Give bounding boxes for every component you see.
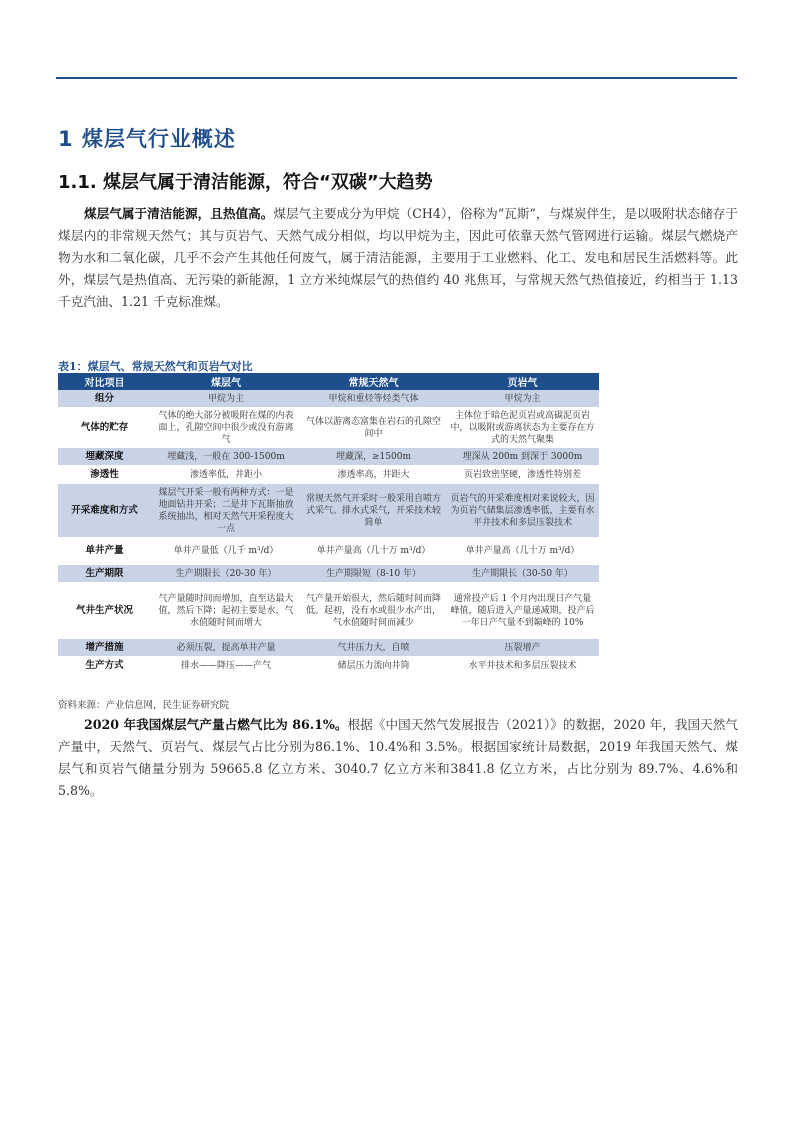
table-cell: 单井产量高（几十万 m³/d） [301,538,446,565]
table-cell: 气产量开始很大，然后随时间而降低。起初，没有水或很少水产出，气水值随时间而减少 [301,583,446,639]
section-heading: 1 煤层气行业概述 [58,127,236,151]
table-cell: 通常投产后 1 个月内出现日产气量峰值，随后进入产量递减期，投产后一年日产气量不到巅峰的 10% [446,583,599,639]
table-cell: 埋藏浅，一般在 300-1500m [151,448,301,466]
table-cell: 必须压裂，提高单井产量 [151,639,301,657]
header-rule [56,77,737,79]
header-cell: 常规天然气 [301,373,446,390]
table-row [58,657,599,675]
table-row [58,538,599,565]
table-cell: 气产量随时间而增加，直至达最大值，然后下降；起初主要是水，气水值随时间而增大 [151,583,301,639]
table-cell: 气井压力大，自喷 [301,639,446,657]
table-row [58,583,599,639]
intro-paragraph [58,203,738,313]
table-cell: 甲烷为主 [151,390,301,408]
table-cell: 气体的绝大部分被吸附在煤的内表面上，孔隙空间中很少或没有游离气 [151,408,301,448]
table-cell: 压裂增产 [446,639,599,657]
table-cell: 储层压力流向井筒 [301,657,446,675]
header-cell: 煤层气 [151,373,301,390]
table-cell: 页岩气的开采难度相对来说较大，因为页岩气储集层渗透率低，主要有水平井技术和多层压裂技术 [446,484,599,538]
row-label: 气体的贮存 [58,408,151,448]
row-label: 组分 [58,390,151,408]
table-cell: 甲烷和重烃等烃类气体 [301,390,446,408]
header-cell: 页岩气 [446,373,599,390]
row-label: 增产措施 [58,639,151,657]
table-cell: 生产期限短（8-10 年） [301,565,446,583]
production-paragraph [58,714,738,802]
table-cell: 埋深从 200m 到深于 3000m [446,448,599,466]
table-row [58,408,599,448]
row-label: 生产方式 [58,657,151,675]
production-lead: 2020 年我国煤层气产量占燃气比为 86.1%。 [84,717,348,732]
intro-lead: 煤层气属于清洁能源，且热值高。 [84,206,274,221]
table-cell: 页岩致密坚硬，渗透性特别差 [446,466,599,484]
table-cell: 水平井技术和多层压裂技术 [446,657,599,675]
production-body: 根据《中国天然气发展报告（2021）》的数据，2020 年，我国天然气产量中，天然气、页岩气、煤层气占比分别为86.1%、10.4%和 3.5%。根据国家统计局数据，2019 年我国天然气、煤层气和页岩气储量分别为 59665.8 亿立方米、3040.7 亿立方米和3841.8 亿立方米，占比分别为 89.7%、4.6%和 5.8%。 [58,717,738,798]
table-row [58,466,599,484]
table-title: 表1：煤层气、常规天然气和页岩气对比 [58,360,253,373]
table-row [58,390,599,408]
header-cell: 对比项目 [58,373,151,390]
table-cell: 单井产量低（几千 m³/d） [151,538,301,565]
table-cell: 埋藏深，≥1500m [301,448,446,466]
table-cell: 渗透率低，井距小 [151,466,301,484]
table-cell: 生产期限长（30-50 年） [446,565,599,583]
table-cell: 生产期限长（20-30 年） [151,565,301,583]
table-source-note: 资料来源：产业信息网，民生证券研究院 [58,700,230,711]
table-cell: 气体以游离态富集在岩石的孔隙空间中 [301,408,446,448]
table-cell: 渗透率高，井距大 [301,466,446,484]
table-cell: 单井产量高（几十万 m³/d） [446,538,599,565]
table-cell: 排水——降压——产气 [151,657,301,675]
intro-body: 煤层气主要成分为甲烷（CH4），俗称为“瓦斯”，与煤炭伴生，是以吸附状态储存于煤层内的非常规天然气；其与页岩气、天然气成分相似，均以甲烷为主，因此可依靠天然气管网进行运输。煤层气燃烧产物为水和二氧化碳，几乎不会产生其他任何废气，属于清洁能源，主要用于工业燃料、化工、发电和居民生活燃料等。此外，煤层气是热值高、无污染的新能源，1 立方米纯煤层气的热值约 40 兆焦耳，与常规天然气热值接近，约相当于 1.13 千克汽油、1.21 千克标准煤。 [58,206,738,309]
row-label: 埋藏深度 [58,448,151,466]
table-row [58,565,599,583]
table-cell: 甲烷为主 [446,390,599,408]
table-cell: 主体位于暗色泥页岩或高碳泥页岩中，以吸附或游离状态为主要存在方式的天然气聚集 [446,408,599,448]
table-cell: 常规天然气开采时一般采用自喷方式采气、排水式采气，开采技术较简单 [301,484,446,538]
row-label: 开采难度和方式 [58,484,151,538]
comparison-table [58,373,599,675]
table-row [58,448,599,466]
row-label: 单井产量 [58,538,151,565]
table-row [58,484,599,538]
row-label: 渗透性 [58,466,151,484]
row-label: 生产期限 [58,565,151,583]
table-row [58,639,599,657]
table-header-row [58,373,599,390]
subsection-heading: 1.1. 煤层气属于清洁能源，符合“双碳”大趋势 [58,172,433,193]
table-cell: 煤层气开采一般有两种方式：一是地面钻井开采；二是井下瓦斯抽放系统抽出，相对天然气开采程度大一点 [151,484,301,538]
row-label: 气井生产状况 [58,583,151,639]
